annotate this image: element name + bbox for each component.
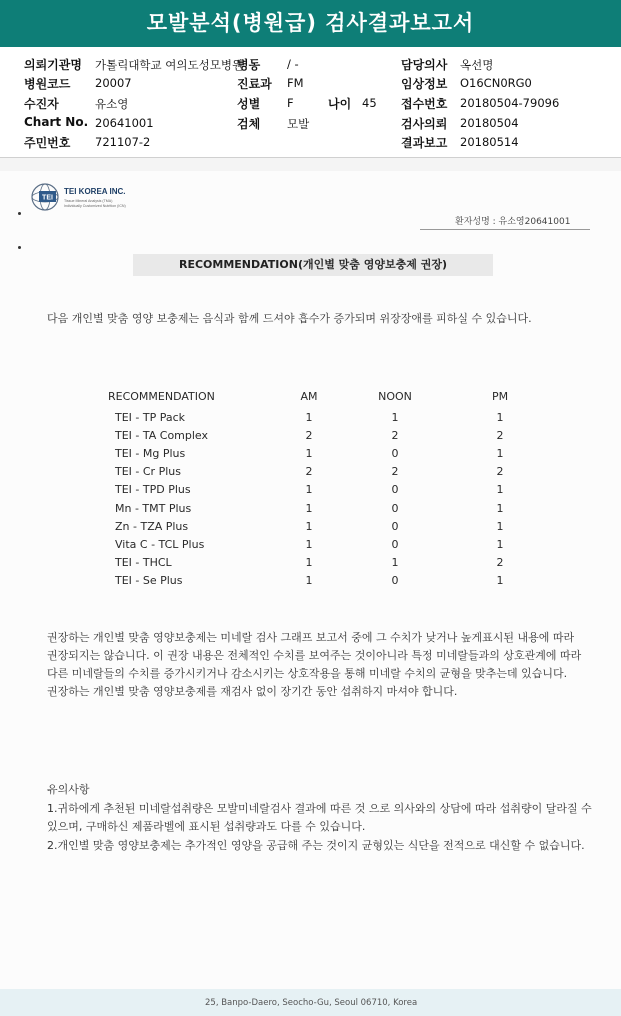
table-row — [108, 481, 541, 499]
info-label: 수진자 — [24, 97, 59, 111]
info-value: FM — [287, 76, 304, 90]
scan-speck — [18, 212, 21, 215]
dose-cell: 0 — [391, 446, 399, 460]
dose-cell: 1 — [496, 410, 504, 424]
svg-text:Tissue Mineral Analysis (TMA): Tissue Mineral Analysis (TMA) — [64, 199, 113, 203]
dose-cell: 0 — [391, 501, 399, 515]
supplement-name: TEI - Mg Plus — [115, 446, 186, 460]
patient-name-line: 환자성명 : 유소영20641001 — [455, 217, 571, 227]
info-value: 721107-2 — [95, 135, 151, 149]
dose-cell: 1 — [496, 501, 504, 515]
svg-text:TEI KOREA INC.: TEI KOREA INC. — [64, 187, 126, 196]
dose-cell: 2 — [496, 556, 504, 570]
table-row — [108, 572, 541, 590]
dose-cell: 0 — [391, 574, 399, 588]
caution-item: 1.귀하에게 추천된 미네랄섭취량은 모발미네랄검사 결과에 따른 것 으로 의사와의 상담에 따라 섭취량이 달라질 수 있으며, 구매하신 제품라벨에 표시된 섭취량과도 다를 수 있습니다. — [47, 801, 592, 833]
supplement-name: Mn - TMT Plus — [115, 501, 192, 515]
dose-cell: 0 — [391, 483, 399, 497]
patient-underline — [420, 229, 590, 230]
info-value: 20641001 — [95, 116, 154, 130]
dose-cell: 2 — [391, 465, 399, 479]
caution-item: 2.개인별 맞춤 영양보충제는 추가적인 영양을 공급해 주는 것이지 균형있는 식단을 전적으로 대신할 수 없습니다. — [47, 838, 585, 852]
dose-cell: 1 — [305, 519, 313, 533]
dose-cell: 1 — [496, 574, 504, 588]
dose-cell: 2 — [391, 428, 399, 442]
dose-cell: 1 — [496, 483, 504, 497]
info-label: 의뢰기관명 — [24, 58, 82, 72]
info-label: 주민번호 — [24, 136, 71, 150]
info-label: 검체 — [237, 117, 261, 131]
dose-cell: 1 — [496, 519, 504, 533]
info-label: 성별 — [237, 97, 261, 111]
col-header: AM — [300, 389, 318, 403]
table-row — [108, 517, 541, 535]
dose-cell: 1 — [305, 501, 313, 515]
recommendation-title: RECOMMENDATION(개인별 맞춤 영양보충제 권장) — [133, 254, 493, 276]
table-header-row — [108, 384, 541, 408]
recommendation-table — [108, 384, 541, 590]
dose-cell: 1 — [496, 537, 504, 551]
supplement-name: TEI - THCL — [115, 556, 172, 570]
dose-cell: 2 — [305, 465, 313, 479]
info-value: 옥선명 — [460, 58, 494, 72]
table-row — [108, 554, 541, 572]
supplement-name: TEI - Se Plus — [115, 574, 183, 588]
info-value: 20007 — [95, 76, 132, 90]
dose-cell: 1 — [305, 446, 313, 460]
dose-cell: 1 — [305, 574, 313, 588]
info-value: / - — [287, 57, 299, 71]
col-header: PM — [491, 389, 509, 403]
info-value: 가톨릭대학교 여의도성모병원 — [95, 58, 244, 72]
info-label: 검사의뢰 — [401, 117, 448, 131]
info-label: 병원코드 — [24, 77, 71, 91]
supplement-name: TEI - TPD Plus — [115, 483, 191, 497]
info-label: Chart No. — [24, 115, 89, 129]
info-label: 담당의사 — [401, 58, 448, 72]
note-paragraph: 권장하는 개인별 맞춤 영양보충제를 재검사 없이 장기간 동안 섭취하지 마셔야 합니다. — [47, 685, 458, 698]
scanned-report-page — [0, 171, 621, 1016]
supplement-name: Vita C - TCL Plus — [115, 537, 205, 551]
dose-cell: 0 — [391, 537, 399, 551]
info-value: 20180504-79096 — [460, 96, 560, 110]
info-value: 20180514 — [460, 135, 519, 149]
col-header: RECOMMENDATION — [108, 389, 215, 403]
patient-info-panel — [0, 47, 621, 157]
info-value: 유소영 — [95, 97, 129, 111]
col-header: NOON — [378, 389, 412, 403]
caution-section — [47, 781, 592, 855]
dose-cell: 2 — [496, 465, 504, 479]
dose-cell: 1 — [305, 556, 313, 570]
table-row — [108, 535, 541, 553]
recommendation-note — [47, 629, 587, 701]
table-row — [108, 499, 541, 517]
info-value: 모발 — [287, 117, 310, 131]
info-label: 병동 — [237, 58, 261, 72]
info-label: 임상정보 — [401, 77, 448, 91]
info-value: F — [287, 96, 294, 110]
caution-title: 유의사항 — [47, 783, 90, 796]
intro-text: 다음 개인별 맞춤 영양 보충제는 음식과 함께 드셔야 흡수가 증가되며 위장장애를 피하실 수 있습니다. — [47, 312, 532, 325]
dose-cell: 2 — [305, 428, 313, 442]
supplement-name: TEI - TA Complex — [115, 428, 209, 442]
dose-cell: 1 — [305, 537, 313, 551]
info-label: 진료과 — [237, 77, 272, 91]
footer-address: 25, Banpo-Daero, Seocho-Gu, Seoul 06710, Korea — [205, 998, 418, 1008]
svg-text:TEI: TEI — [42, 194, 53, 202]
info-label: 나이 — [328, 97, 352, 111]
info-label: 결과보고 — [401, 136, 448, 150]
report-title: 모발분석(병원급) 검사결과보고서 — [0, 0, 621, 47]
dose-cell: 1 — [391, 556, 399, 570]
supplement-name: TEI - Cr Plus — [115, 465, 181, 479]
dose-cell: 1 — [305, 410, 313, 424]
note-paragraph: 권장하는 개인별 맞춤 영양보충제는 미네랄 검사 그래프 보고서 중에 그 수치가 낮거나 높게표시된 내용에 따라 권장되지는 않습니다. 이 권장 내용은 전체적인 수치를 보여주는 것이아니라 특정 미네랄들과의 상호관계에 따라 다른 미네랄들의 수치를 증가시키거나 감소시키는 상호작용을 통해 미네랄 수치의 균형을 맞추는데 있습니다. — [47, 631, 582, 680]
svg-text:Individually Customized Nutrit: Individually Customized Nutrition (ICN) — [64, 204, 126, 208]
dose-cell: 2 — [496, 428, 504, 442]
section-divider — [0, 157, 621, 172]
table-row — [108, 426, 541, 444]
tei-logo — [30, 180, 190, 214]
supplement-name: TEI - TP Pack — [115, 410, 186, 424]
table-row — [108, 444, 541, 462]
dose-cell: 0 — [391, 519, 399, 533]
dose-cell: 1 — [305, 483, 313, 497]
dose-cell: 1 — [496, 446, 504, 460]
supplement-name: Zn - TZA Plus — [115, 519, 189, 533]
info-label: 접수번호 — [401, 97, 448, 111]
table-row — [108, 463, 541, 481]
info-value: O16CN0RG0 — [460, 76, 532, 90]
dose-cell: 1 — [391, 410, 399, 424]
table-row — [108, 408, 541, 426]
info-value: 20180504 — [460, 116, 519, 130]
scan-speck — [18, 246, 21, 249]
info-value: 45 — [362, 96, 377, 110]
